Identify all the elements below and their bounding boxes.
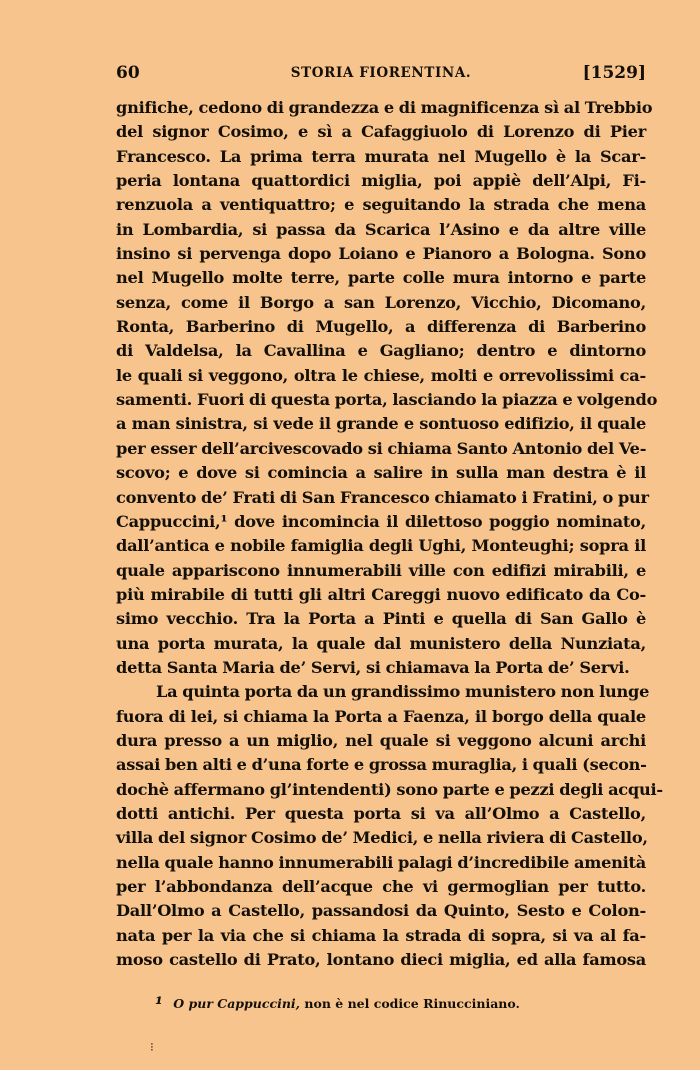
text-line: peria lontana quattordici miglia, poi appiè dell’Alpi, Fi- — [116, 171, 646, 191]
text-line: Dall’Olmo a Castello, passandosi da Quinto, Sesto e Colon- — [116, 901, 646, 921]
body-text — [116, 96, 663, 972]
text-line: per esser dell’arcivescovado si chiama Santo Antonio del Ve- — [116, 438, 647, 458]
text-line: nata per la via che si chiama la strada di sopra, si va al fa- — [116, 925, 646, 945]
text-line: in Lombardia, si passa da Scarica l’Asino e da altre ville — [116, 219, 646, 239]
page-number: 60 — [116, 63, 140, 83]
text-line: nella quale hanno innumerabili palagi d’incredibile amenità — [116, 852, 646, 872]
text-line: una porta murata, la quale dal munistero della Nunziata, — [116, 633, 646, 653]
text-line: le quali si veggono, oltra le chiese, molti e orrevolissimi ca- — [116, 365, 646, 385]
text-line: Francesco. La prima terra murata nel Mugello è la Scar- — [116, 146, 646, 166]
footnote-italic-text: O pur Cappuccini, — [173, 996, 301, 1011]
text-line: dochè affermano gl’intendenti) sono parte e pezzi degli acqui- — [116, 779, 663, 799]
text-line: La quinta porta da un grandissimo munistero non lunge — [156, 682, 650, 702]
text-line: moso castello di Prato, lontano dieci miglia, ed alla famosa — [116, 950, 646, 970]
text-line: renzuola a ventiquattro; e seguitando la strada che mena — [116, 195, 646, 215]
footnote-mark: ¹ — [155, 994, 163, 1015]
text-line: samenti. Fuori di questa porta, lasciando la piazza e volgendo — [116, 390, 658, 410]
text-line: simo vecchio. Tra la Porta a Pinti e quella di San Gallo è — [116, 609, 646, 629]
text-line: per l’abbondanza dell’acque che vi germoglian per tutto. — [116, 877, 646, 896]
text-line: più mirabile di tutti gli altri Careggi nuovo edificato da Co- — [116, 584, 646, 604]
text-line: quale appariscono innumerabili ville con edifizi mirabili, e — [116, 560, 646, 580]
year-marker: [1529] — [582, 63, 646, 83]
text-line: scovo; e dove si comincia a salire in sulla man destra è il — [116, 463, 646, 483]
text-line: del signor Cosimo, e sì a Cafaggiuolo di Lorenzo di Pier — [116, 122, 646, 142]
text-line: nel Mugello molte terre, parte colle mura intorno e parte — [116, 268, 646, 288]
text-line: assai ben alti e d’una forte e grossa muraglia, i quali (secon- — [116, 755, 647, 775]
text-line: detta Santa Maria de’ Servi, si chiamava la Porta de’ Servi. — [116, 657, 630, 677]
text-line: fuora di lei, si chiama la Porta a Faenza, il borgo della quale — [116, 706, 646, 726]
stray-mark: ⁝ — [150, 1040, 154, 1054]
text-line: Ronta, Barberino di Mugello, a differenza di Barberino — [116, 317, 646, 337]
text-line: a man sinistra, si vede il grande e sontuoso edifizio, il quale — [116, 414, 646, 434]
page-content — [116, 58, 663, 972]
running-header — [116, 58, 646, 88]
text-line: dotti antichi. Per questa porta si va all’Olmo a Castello, — [116, 803, 646, 823]
running-title: STORIA FIORENTINA. — [290, 65, 472, 81]
text-line: dall’antica e nobile famiglia degli Ughi, Monteughi; sopra il — [116, 536, 646, 556]
text-line: convento de’ Frati di San Francesco chiamato i Fratini, o pur — [116, 487, 649, 507]
text-line: gnifiche, cedono di grandezza e di magnificenza sì al Trebbio — [116, 98, 653, 117]
text-line: villa del signor Cosimo de’ Medici, e nella riviera di Castello, — [116, 828, 648, 848]
text-line: dura presso a un miglio, nel quale si veggono alcuni archi — [116, 730, 646, 750]
text-line: senza, come il Borgo a san Lorenzo, Vicchio, Dicomano, — [116, 292, 646, 312]
footnote-text: non è nel codice Rinucciniano. — [304, 996, 520, 1011]
text-line: di Valdelsa, la Cavallina e Gagliano; dentro e dintorno — [116, 341, 646, 361]
text-line: Cappuccini,¹ dove incomincia il dilettoso poggio nominato, — [116, 511, 646, 531]
footnote — [155, 994, 520, 1015]
text-line: insino si pervenga dopo Loiano e Pianoro a Bologna. Sono — [116, 244, 646, 264]
